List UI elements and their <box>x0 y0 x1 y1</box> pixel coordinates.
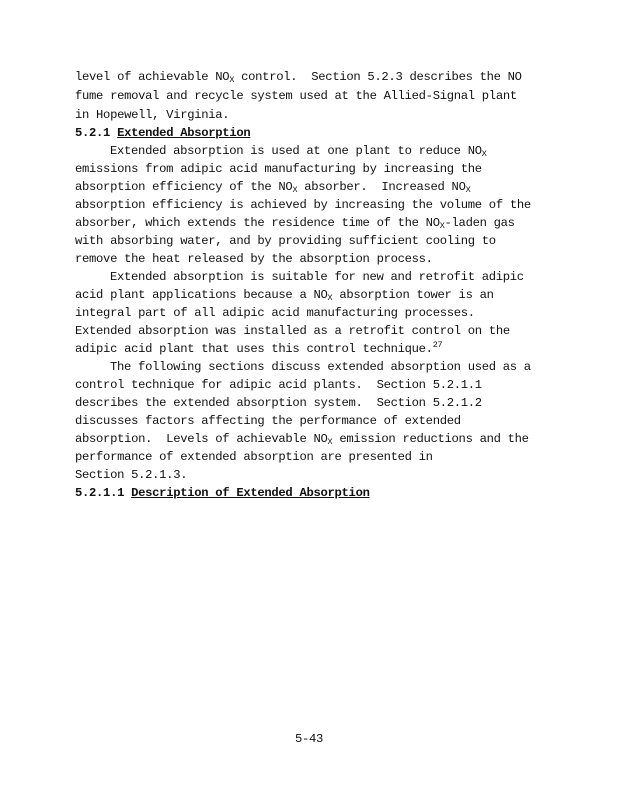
para1-line-2: emissions from adipic acid manufacturing by increasing the <box>75 162 482 176</box>
text-span: absorption. Levels of achievable NO <box>75 432 328 446</box>
subscript: X <box>481 149 487 159</box>
para3-line-5 <box>75 430 555 448</box>
subscript: X <box>327 293 333 303</box>
section-heading-5-2-1-1 <box>75 484 555 502</box>
para2-line-1: Extended absorption is suitable for new and retrofit adipic <box>110 270 524 284</box>
para3-line-6: performance of extended absorption are presented in <box>75 450 433 464</box>
subscript: X <box>229 75 235 85</box>
text-span: level of achievable NO <box>75 70 230 84</box>
para3-line-2: control technique for adipic acid plants. Section 5.2.1.1 <box>75 378 482 392</box>
heading-number: 5.2.1 <box>75 126 111 140</box>
para1-line-6: with absorbing water, and by providing sufficient cooling to <box>75 234 496 248</box>
heading-title: Extended Absorption <box>117 126 251 140</box>
para3-line-7: Section 5.2.1.3. <box>75 468 188 482</box>
intro-line-1 <box>75 68 555 86</box>
text-span: Extended absorption is used at one plant to reduce NO <box>110 144 482 158</box>
para1-line-4: absorption efficiency is achieved by increasing the volume of the <box>75 198 531 212</box>
subscript: X <box>439 221 445 231</box>
text-span: acid plant applications because a NO <box>75 288 328 302</box>
text-span: absorption tower is an <box>332 288 494 302</box>
intro-line-3: in Hopewell, Virginia. <box>75 108 230 122</box>
subscript: X <box>465 185 471 195</box>
para2-line-5 <box>75 340 555 358</box>
text-span: emission reductions and the <box>332 432 529 446</box>
para1-line-5 <box>75 214 555 232</box>
para2-line-2 <box>75 286 555 304</box>
text-span: absorber, which extends the residence time of the NO <box>75 216 440 230</box>
para1-line-3 <box>75 178 555 196</box>
para2-line-4: Extended absorption was installed as a retrofit control on the <box>75 324 510 338</box>
text-span: absorption efficiency of the NO <box>75 180 293 194</box>
para1-line-1 <box>110 142 555 160</box>
para2-line-3: integral part of all adipic acid manufacturing processes. <box>75 306 475 320</box>
subscript: X <box>327 437 333 447</box>
text-span: -laden gas <box>444 216 515 230</box>
citation-superscript: 27 <box>432 340 443 350</box>
intro-line-2: fume removal and recycle system used at the Allied-Signal plant <box>75 89 517 103</box>
subscript: X <box>292 185 298 195</box>
para3-line-4: discusses factors affecting the performance of extended <box>75 414 461 428</box>
page-number: 5-43 <box>294 732 324 746</box>
para3-line-3: describes the extended absorption system. Section 5.2.1.2 <box>75 396 482 410</box>
text-span: control. Section 5.2.3 describes the NO <box>234 70 522 84</box>
para3-line-1: The following sections discuss extended absorption used as a <box>110 360 531 374</box>
section-heading-5-2-1 <box>75 124 555 142</box>
text-span: absorber. Increased NO <box>297 180 466 194</box>
heading-title: Description of Extended Absorption <box>131 486 370 500</box>
text-span: adipic acid plant that uses this control technique. <box>75 342 433 356</box>
para1-line-7: remove the heat released by the absorption process. <box>75 252 433 266</box>
heading-number: 5.2.1.1 <box>75 486 125 500</box>
